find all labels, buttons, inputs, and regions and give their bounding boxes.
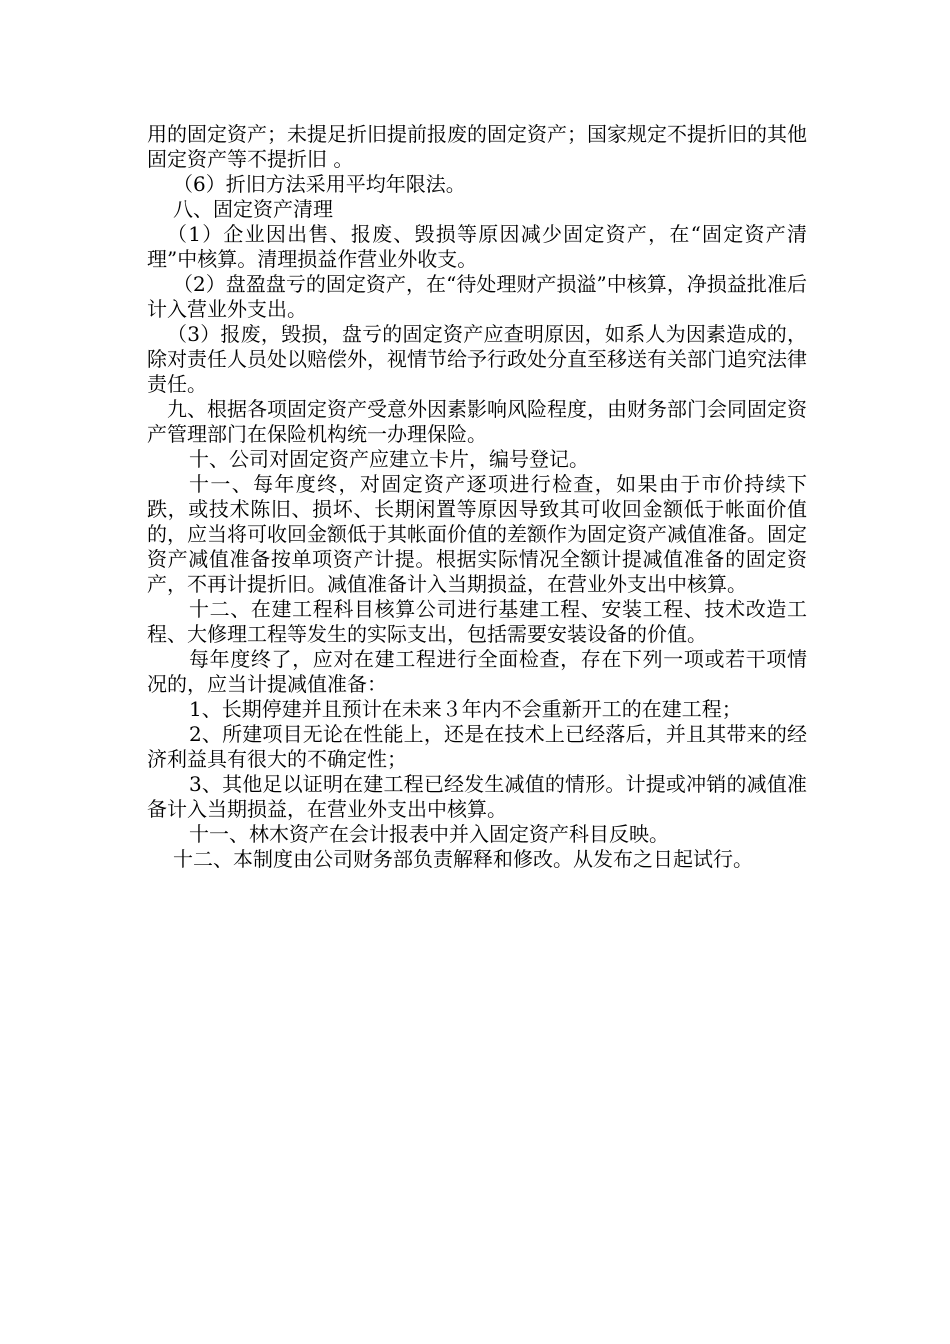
paragraph-disposal-item-2: （2）盘盈盘亏的固定资产，在“待处理财产损溢”中核算，净损益批准后计入营业外支出。 [147,272,807,321]
paragraph-asset-cards: 十、公司对固定资产应建立卡片，编号登记。 [189,447,589,471]
paragraph-year-end-inspection: 每年度终了，应对在建工程进行全面检查，存在下列一项或若干项情况的，应当计提减值准备： [147,647,807,696]
list-item-condition-1: 1、长期停建并且预计在未来３年内不会重新开工的在建工程； [189,697,742,721]
list-item-condition-2: 2、所建项目无论在性能上，还是在技术上已经落后，并且其带来的经济利益具有很大的不确定性； [147,722,807,771]
paragraph-disposal-item-3: （3）报废，毁损，盘亏的固定资产应查明原因，如系人为因素造成的，除对责任人员处以赔偿外，视情节给予行政处分直至移送有关部门追究法律责任。 [147,322,807,396]
paragraph-insurance: 九、根据各项固定资产受意外因素影响风险程度，由财务部门会同固定资产管理部门在保险机构统一办理保险。 [147,397,807,446]
paragraph-depreciation-exclusions: 用的固定资产；未提足折旧提前报废的固定资产；国家规定不提折旧的其他固定资产等不提折旧 。 [147,122,807,171]
paragraph-impairment-check: 十一、每年度终，对固定资产逐项进行检查，如果由于市价持续下跌，或技术陈旧、损坏、长期闲置等原因导致其可收回金额低于帐面价值的，应当将可收回金额低于其帐面价值的差额作为固定资产减值准备。固定资产减值准备按单项资产计提。根据实际情况全额计提减值准备的固定资产，不再计提折旧。减值准备计入当期损益，在营业外支出中核算。 [147,472,807,596]
paragraph-disposal-item-1: （1）企业因出售、报废、毁损等原因减少固定资产，在“固定资产清理”中核算。清理损益作营业外收支。 [147,222,807,271]
section-heading-asset-disposal: 八、固定资产清理 [173,197,333,221]
paragraph-forestry-assets: 十一、林木资产在会计报表中并入固定资产科目反映。 [189,822,669,846]
paragraph-interpretation: 十二、本制度由公司财务部负责解释和修改。从发布之日起试行。 [173,847,753,871]
paragraph-construction-in-progress: 十二、在建工程科目核算公司进行基建工程、安装工程、技术改造工程、大修理工程等发生的实际支出，包括需要安装设备的价值。 [147,597,807,646]
document-body [147,122,807,872]
paragraph-depreciation-method: （6）折旧方法采用平均年限法。 [173,172,466,196]
list-item-condition-3: 3、其他足以证明在建工程已经发生减值的情形。计提或冲销的减值准备计入当期损益，在营业外支出中核算。 [147,772,807,821]
